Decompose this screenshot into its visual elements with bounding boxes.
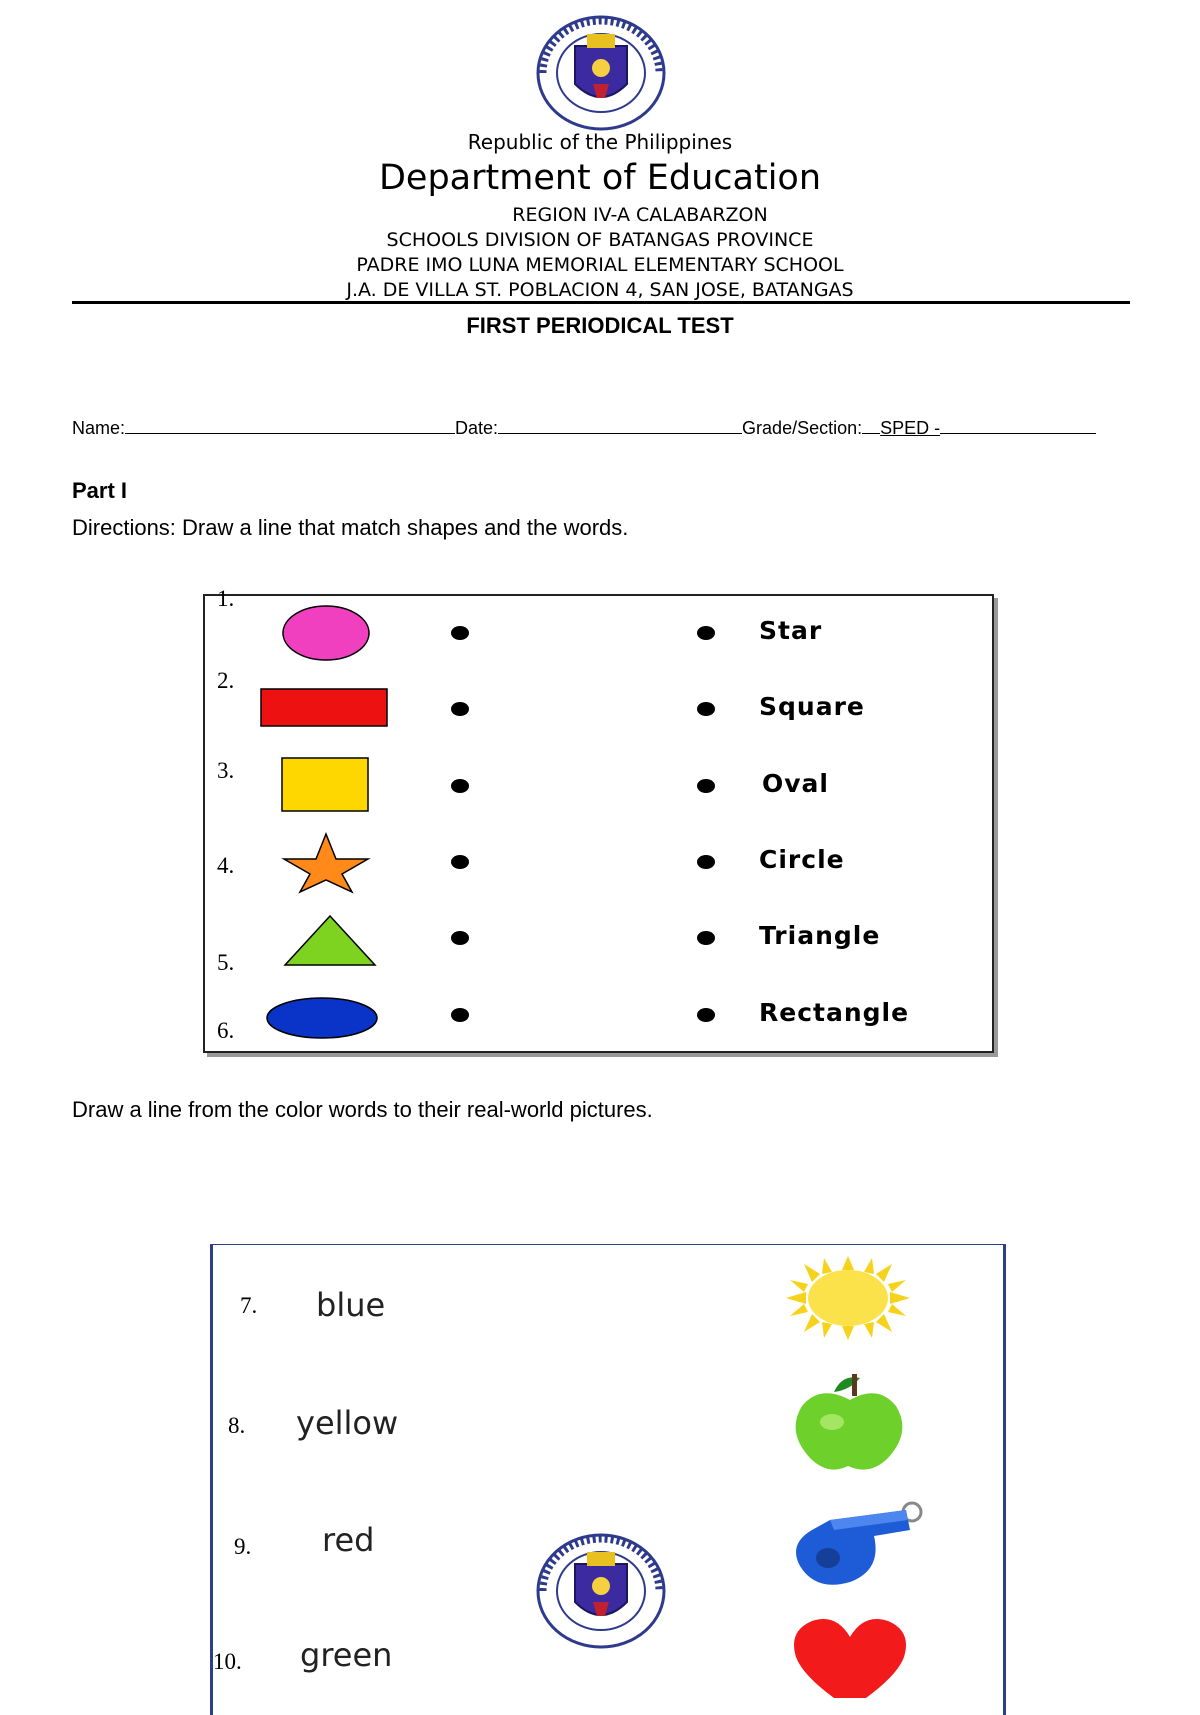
republic-line: Republic of the Philippines xyxy=(467,130,733,154)
right-dot-6[interactable] xyxy=(697,1008,715,1022)
item-number-7: 7. xyxy=(240,1293,258,1318)
region-line: REGION IV-A CALABARZON xyxy=(512,204,768,226)
test-title: FIRST PERIODICAL TEST xyxy=(466,313,734,338)
left-dot-5[interactable] xyxy=(451,931,469,945)
right-dot-5[interactable] xyxy=(697,931,715,945)
item-number-2: 2. xyxy=(217,668,235,693)
right-dot-1[interactable] xyxy=(697,626,715,640)
item-number-8: 8. xyxy=(228,1413,246,1438)
word-star: Star xyxy=(759,616,823,645)
word-blue: blue xyxy=(316,1286,386,1324)
apple-icon xyxy=(790,1370,908,1476)
square-shape xyxy=(281,757,371,813)
item-number-6: 6. xyxy=(217,1018,235,1043)
division-line: SCHOOLS DIVISION OF BATANGAS PROVINCE xyxy=(386,229,814,251)
item-number-10: 10. xyxy=(213,1649,242,1674)
student-fields xyxy=(72,418,1096,439)
left-dot-6[interactable] xyxy=(451,1008,469,1022)
item-number-1: 1. xyxy=(217,586,235,611)
word-rectangle: Rectangle xyxy=(759,998,910,1027)
item-number-9: 9. xyxy=(234,1534,252,1559)
word-red: red xyxy=(322,1521,375,1559)
date-label: Date: xyxy=(455,418,499,438)
star-shape xyxy=(280,832,372,894)
section-blank[interactable] xyxy=(940,432,1096,434)
rectangle-shape xyxy=(260,688,390,728)
part2-directions: Draw a line from the color words to their real-world pictures. xyxy=(72,1097,653,1122)
name-label: Name: xyxy=(72,418,126,438)
word-square: Square xyxy=(759,692,865,721)
oval-shape xyxy=(264,995,380,1041)
left-dot-1[interactable] xyxy=(451,626,469,640)
word-triangle: Triangle xyxy=(759,921,881,950)
deped-seal-icon xyxy=(535,14,667,132)
right-dot-4[interactable] xyxy=(697,855,715,869)
word-green: green xyxy=(300,1636,393,1674)
left-dot-3[interactable] xyxy=(451,779,469,793)
grade-label: Grade/Section: xyxy=(742,418,863,438)
school-line: PADRE IMO LUNA MEMORIAL ELEMENTARY SCHOOL xyxy=(356,254,844,276)
part-label: Part I xyxy=(72,478,128,503)
whistle-icon xyxy=(786,1500,930,1590)
address-line: J.A. DE VILLA ST. POBLACION 4, SAN JOSE, BATANGAS xyxy=(346,279,854,301)
part1-directions: Directions: Draw a line that match shapes and the words. xyxy=(72,515,629,540)
right-dot-2[interactable] xyxy=(697,702,715,716)
right-dot-3[interactable] xyxy=(697,779,715,793)
sun-icon xyxy=(786,1256,910,1340)
word-yellow: yellow xyxy=(296,1404,399,1442)
circle-shape xyxy=(280,604,372,662)
word-circle: Circle xyxy=(759,845,845,874)
grade-blank-lead xyxy=(862,432,880,434)
item-number-3: 3. xyxy=(217,758,235,783)
heart-icon xyxy=(792,1617,908,1698)
grade-value: SPED - xyxy=(880,418,941,438)
left-dot-4[interactable] xyxy=(451,855,469,869)
department-title: Department of Education xyxy=(378,158,822,198)
item-number-4: 4. xyxy=(217,853,235,878)
deped-seal-watermark-icon xyxy=(535,1532,667,1650)
date-blank[interactable] xyxy=(498,432,742,434)
triangle-shape xyxy=(282,914,378,968)
left-dot-2[interactable] xyxy=(451,702,469,716)
name-blank[interactable] xyxy=(125,432,455,434)
word-oval: Oval xyxy=(762,769,829,798)
header-divider xyxy=(72,301,1130,304)
item-number-5: 5. xyxy=(217,950,235,975)
shape-matching-box xyxy=(203,594,994,1053)
